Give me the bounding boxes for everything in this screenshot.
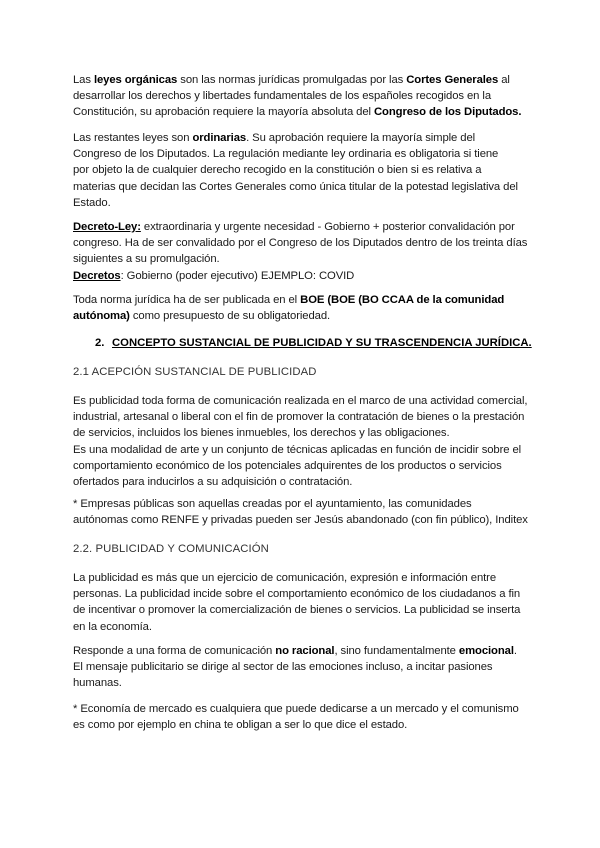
- text-line: de servicios, incluidos los bienes inmuebles, los derechos y las obligaciones.: [73, 427, 450, 440]
- subsection-heading-2-2: 2.2. PUBLICIDAD Y COMUNICACIÓN: [73, 543, 269, 555]
- text: extraordinaria y urgente necesidad - Gobierno + posterior convalidación por: [140, 221, 515, 233]
- bold-text: Congreso de los Diputados.: [373, 106, 522, 119]
- paragraph-empresas-publicas: [73, 496, 533, 528]
- bold-text: Cortes Generales: [406, 74, 499, 86]
- bold-text: leyes orgánicas: [93, 74, 178, 86]
- text-line: Es una modalidad de arte y un conjunto de técnicas aplicadas en función de incidir sobre el: [73, 443, 522, 456]
- text-line: industrial, artesanal o liberal con el fin de promover la contratación de bienes o la prestación: [73, 411, 525, 424]
- text: al: [498, 74, 510, 86]
- text: Las restantes leyes son: [73, 132, 193, 144]
- bold-text: BOE (BOE (BO CCAA de la comunidad: [300, 294, 505, 306]
- text-line: humanas.: [73, 677, 122, 690]
- text-line: por objeto la de cualquier derecho recogido en la constitución o bien si es relativa a: [73, 164, 482, 177]
- text-line: El mensaje publicitario se dirige al sector de las emociones incluso, a incitar pasiones: [73, 661, 493, 674]
- paragraph-decretos: [73, 219, 533, 284]
- text-line: [73, 643, 533, 659]
- text-line: comportamiento económico de los potenciales adquirentes de los productos o servicios: [73, 459, 502, 472]
- text: Las: [73, 74, 94, 86]
- text-line: Congreso de los Diputados. La regulación mediante ley ordinaria es obligatoria si tiene: [73, 148, 499, 161]
- text-line: congreso. Ha de ser convalidado por el Congreso de los Diputados dentro de los treinta días: [73, 237, 528, 250]
- subsection-heading-2-1: 2.1 ACEPCIÓN SUSTANCIAL DE PUBLICIDAD: [73, 366, 317, 378]
- text: son las normas jurídicas promulgadas por las: [177, 74, 407, 86]
- heading-text: CONCEPTO SUSTANCIAL DE PUBLICIDAD Y SU TRASCENDENCIA JURÍDICA.: [112, 337, 532, 349]
- paragraph-leyes-ordinarias: [73, 130, 533, 211]
- text: . Su aprobación requiere la mayoría simple del: [246, 132, 476, 144]
- text-line: [73, 72, 533, 88]
- underlined-bold-text: Decreto-Ley:: [73, 221, 141, 233]
- text-line: Es publicidad toda forma de comunicación realizada en el marco de una actividad comercial,: [73, 395, 528, 407]
- text: .: [513, 645, 517, 657]
- bold-text: emocional: [458, 645, 514, 657]
- text: Constitución, su aprobación requiere la mayoría absoluta del: [73, 106, 374, 119]
- text-line: [73, 104, 533, 120]
- text: Responde a una forma de comunicación: [73, 645, 276, 657]
- paragraph-publicidad-comunicacion: [73, 570, 533, 635]
- text-line: en la economía.: [73, 620, 152, 633]
- text-line: es como por ejemplo en china te obligan a ser lo que dice el estado.: [73, 719, 408, 732]
- bold-text: autónoma): [73, 310, 130, 323]
- text-line: [73, 219, 533, 235]
- paragraph-acepcion: [73, 393, 533, 490]
- text-line: desarrollar los derechos y libertades fundamentales de los españoles recogidos en la: [73, 90, 491, 103]
- text: como presupuesto de su obligatoriedad.: [129, 310, 331, 323]
- text-line: [73, 292, 533, 308]
- text-line: personas. La publicidad incide sobre el comportamiento económico de los ciudadanos a fin: [73, 588, 521, 601]
- text-line: siguientes a su promulgación.: [73, 253, 220, 266]
- text-line: [73, 308, 533, 324]
- text-line: * Empresas públicas son aquellas creadas por el ayuntamiento, las comunidades: [73, 498, 472, 510]
- text-line: materias que decidan las Cortes Generales como única titular de la potestad legislativa del: [73, 180, 518, 193]
- heading-number: 2.: [95, 337, 105, 349]
- paragraph-economia-mercado: [73, 701, 533, 733]
- section-heading-2: [95, 335, 555, 351]
- text-line: * Economía de mercado es cualquiera que puede dedicarse a un mercado y el comunismo: [73, 703, 519, 715]
- text-line: Estado.: [73, 196, 111, 209]
- underlined-bold-text: Decretos: [73, 269, 121, 282]
- text-line: autónomas como RENFE y privadas pueden ser Jesús abandonado (con fin público), Inditex: [73, 514, 528, 527]
- paragraph-emocional: [73, 643, 533, 692]
- text-line: [73, 268, 533, 284]
- text-line: [73, 130, 533, 146]
- text: : Gobierno (poder ejecutivo) EJEMPLO: COVID: [120, 269, 355, 282]
- text-line: La publicidad es más que un ejercicio de comunicación, expresión e información entre: [73, 572, 497, 584]
- bold-text: ordinarias: [192, 132, 247, 144]
- paragraph-boe: [73, 292, 533, 324]
- text: , sino fundamentalmente: [334, 645, 459, 657]
- text-line: de incentivar o promover la comercialización de bienes o servicios. La publicidad se inserta: [73, 604, 521, 617]
- bold-text: no racional: [275, 645, 335, 657]
- text-line: ofertados para inducirlos a su adquisición o contratación.: [73, 476, 353, 489]
- text: Toda norma jurídica ha de ser publicada en el: [73, 294, 301, 306]
- paragraph-leyes-organicas: [73, 72, 533, 121]
